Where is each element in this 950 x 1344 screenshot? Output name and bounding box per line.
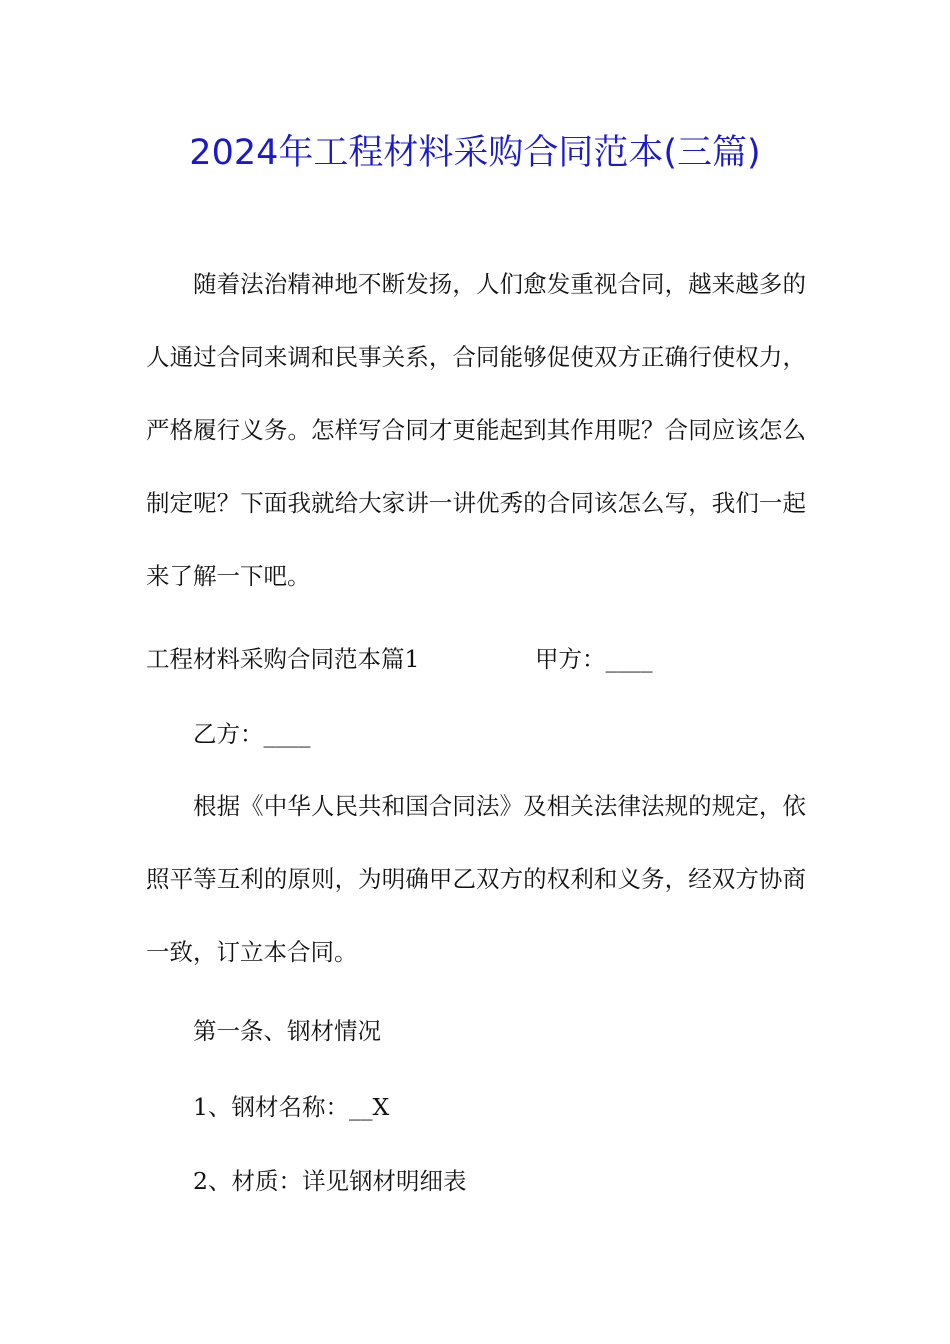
party-b-field: 乙方：____ [193,720,311,748]
document-title: 2024年工程材料采购合同范本(三篇) [189,133,761,173]
article-heading: 第一条、钢材情况 [193,1017,381,1045]
basis-paragraph: 根据《中华人民共和国合同法》及相关法律法规的规定，依照平等互利的原则，为明确甲乙双方的权利和义务，经双方协商一致，订立本合同。 [146,792,806,966]
list-item: 1、钢材名称：__X [193,1093,390,1121]
party-a-field: 甲方：____ [535,645,653,673]
intro-paragraph: 随着法治精神地不断发扬，人们愈发重视合同，越来越多的人通过合同来调和民事关系，合同能够促使双方正确行使权力，严格履行义务。怎样写合同才更能起到其作用呢？合同应该怎么制定呢？下面我就给大家讲一讲优秀的合同该怎么写，我们一起来了解一下吧。 [146,270,806,590]
section-heading: 工程材料采购合同范本篇1 [146,645,420,673]
list-item: 2、材质：详见钢材明细表 [193,1167,467,1195]
